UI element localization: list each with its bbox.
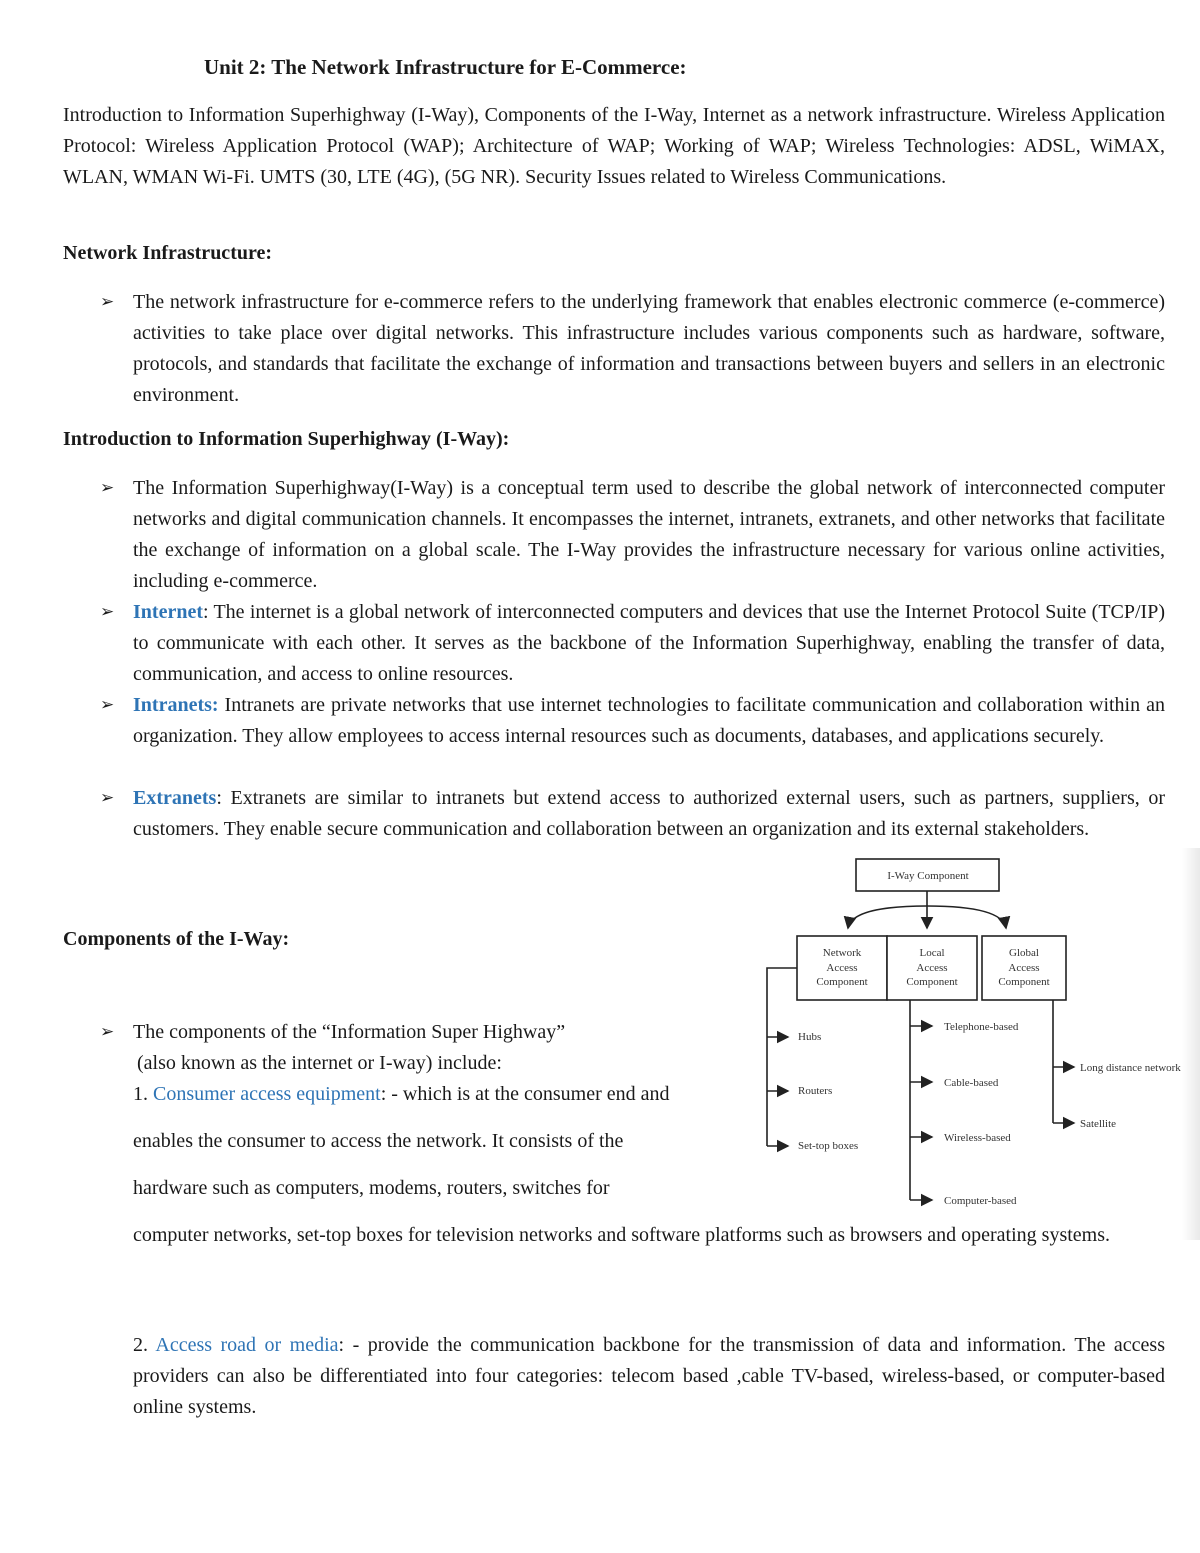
bullet-text: The network infrastructure for e-commerce refers to the underlying framework that enables electronic commerce (e-commerce) activities to take place over digital networks. This infrastructure includes various components such as hardware, software, protocols, and standards that facilitate the exchange of information and transactions between buyers and sellers in an electronic environment. — [133, 291, 1165, 406]
routers-label: Routers — [798, 1085, 833, 1097]
network-label-1: Network — [822, 947, 862, 959]
bullet-text — [133, 783, 1165, 845]
arrow-bullet-icon: ➢ — [100, 695, 115, 715]
cable-label: Cable-based — [944, 1077, 999, 1089]
root-label: I-Way Component — [887, 870, 969, 882]
page-title: Unit 2: The Network Infrastructure for E-Commerce: — [204, 55, 687, 79]
consumer-access-line3: hardware such as computers, modems, routers, switches for — [133, 1177, 610, 1199]
arrow-bullet-icon: ➢ — [100, 292, 115, 312]
components-bullet — [100, 1017, 780, 1048]
iway-component-diagram — [760, 848, 1200, 1240]
network-infrastructure-bullet — [100, 287, 1165, 411]
access-road-item — [133, 1330, 1165, 1423]
network-branch-line — [767, 968, 797, 1146]
components-heading: Components of the I-Way: — [63, 928, 290, 950]
bullet-text — [133, 690, 1165, 752]
extranets-term: Extranets — [133, 787, 217, 809]
intranets-description: Intranets are private networks that use internet technologies to facilitate communication and collaboration within an organization. They allow employees to access internal resources such as documents, databases, and applications securely. — [133, 694, 1165, 747]
components-bullet-line1: The components of the “Information Super Highway” — [133, 1021, 566, 1043]
intro-paragraph: Introduction to Information Superhighway (I-Way), Components of the I-Way, Internet as a network infrastructure. Wireless Application Protocol: Wireless Application Protocol (WAP); Architecture of WAP; Working of WAP; Wireless Technologies: ADSL, WiMAX, WLAN, WMAN Wi-Fi. UMTS (30, LTE (4G), (5G NR). Security Issues related to Wireless Communications. — [63, 104, 1165, 188]
consumer-access-text: : - which is at the consumer end and — [380, 1083, 670, 1105]
satellite-label: Satellite — [1080, 1118, 1117, 1130]
diagram-svg — [760, 848, 1200, 1240]
settop-label: Set-top boxes — [798, 1140, 859, 1152]
extranets-bullet — [100, 783, 1165, 845]
network-infrastructure-heading: Network Infrastructure: — [63, 242, 273, 264]
local-label-2: Access — [916, 962, 948, 974]
computer-label: Computer-based — [944, 1195, 1017, 1207]
internet-term: Internet — [133, 601, 203, 623]
hubs-label: Hubs — [798, 1031, 822, 1043]
consumer-access-rest: computer networks, set-top boxes for television networks and software platforms such as browsers and operating systems. — [133, 1224, 1111, 1246]
internet-description: : The internet is a global network of interconnected computers and devices that use the Internet Protocol Suite (TCP/IP) to communicate with each other. It serves as the backbone of the Information Superhighway, enabling the transfer of data, communication, and access to online resources. — [133, 601, 1165, 685]
consumer-access-item — [133, 1079, 670, 1110]
network-label-2: Access — [826, 962, 858, 974]
bullet-text: The Information Superhighway(I-Way) is a conceptual term used to describe the global network of interconnected computer networks and digital communication channels. It encompasses the internet, intranets, extranets, and other networks that facilitate the exchange of information on a global scale. The I-Way provides the infrastructure necessary for various online activities, including e-commerce. — [133, 477, 1165, 592]
global-label-3: Component — [998, 976, 1050, 988]
root-to-network-arrow — [848, 906, 927, 928]
components-bullet-line2: (also known as the internet or I-way) include: — [137, 1052, 502, 1074]
item-number: 2. — [133, 1334, 156, 1356]
iway-definition-bullet — [100, 473, 1165, 597]
wireless-label: Wireless-based — [944, 1132, 1011, 1144]
global-label-2: Access — [1008, 962, 1040, 974]
intranets-bullet — [100, 690, 1165, 752]
extranets-description: : Extranets are similar to intranets but extend access to authorized external users, such as partners, suppliers, or customers. They enable secure communication and collaboration between an organization and its external stakeholders. — [133, 787, 1165, 840]
access-road-term: Access road or media — [155, 1334, 339, 1356]
bullet-text — [133, 597, 1165, 690]
local-label-3: Component — [906, 976, 958, 988]
long-distance-label: Long distance network — [1080, 1062, 1181, 1074]
access-road-text: : - provide the communication backbone for the transmission of data and information. The access providers can also be differentiated into four categories: telecom based ,cable TV-based, wireless-based, or computer-based online systems. — [133, 1334, 1166, 1418]
consumer-access-term: Consumer access equipment — [153, 1083, 381, 1105]
telephone-label: Telephone-based — [944, 1021, 1019, 1033]
network-label-3: Component — [816, 976, 868, 988]
arrow-bullet-icon: ➢ — [100, 602, 115, 622]
scan-shadow — [1182, 848, 1200, 1240]
internet-bullet — [100, 597, 1165, 690]
arrow-bullet-icon: ➢ — [100, 1022, 115, 1042]
intranets-term: Intranets: — [133, 694, 219, 716]
arrow-bullet-icon: ➢ — [100, 788, 115, 808]
root-to-global-arrow — [927, 906, 1006, 928]
local-label-1: Local — [919, 947, 945, 959]
arrow-bullet-icon: ➢ — [100, 478, 115, 498]
global-label-1: Global — [1009, 947, 1039, 959]
consumer-access-line2: enables the consumer to access the network. It consists of the — [133, 1130, 624, 1152]
item-number: 1. — [133, 1083, 153, 1105]
iway-intro-heading: Introduction to Information Superhighway (I-Way): — [63, 428, 510, 450]
